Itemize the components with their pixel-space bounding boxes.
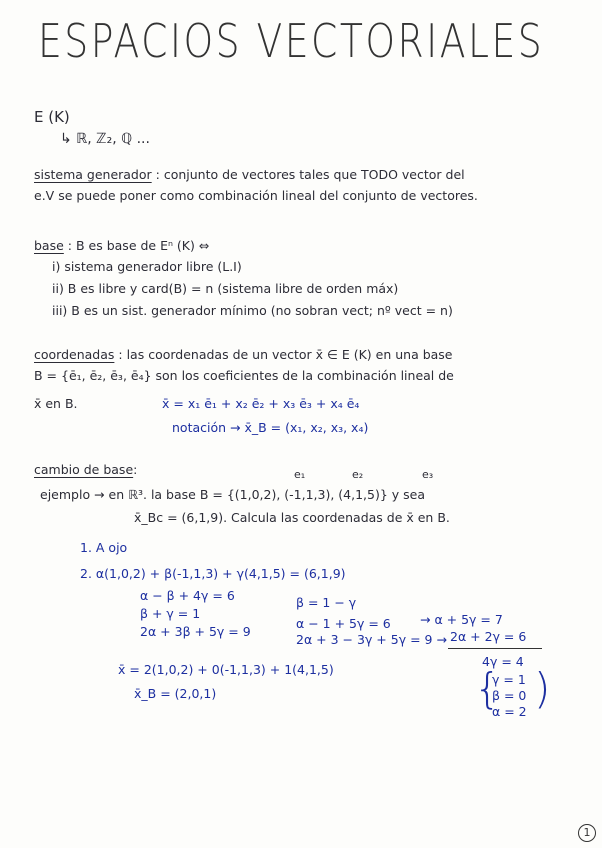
base-heading	[34, 238, 209, 253]
system-eq-3: 2α + 3β + 5γ = 9	[140, 624, 251, 639]
result-beta: β = 0	[492, 688, 527, 703]
step-2: 2. α(1,0,2) + β(-1,1,3) + γ(4,1,5) = (6,1,9)	[80, 566, 346, 581]
coordinates-formula: x̄ = x₁ ē₁ + x₂ ē₂ + x₃ ē₃ + x₄ ē₄	[162, 396, 360, 411]
system-eq-2: β + γ = 1	[140, 606, 201, 621]
cambio-base-heading	[34, 462, 137, 477]
vector-label-e1: e₁	[294, 468, 306, 481]
vector-label-e3: e₃	[422, 468, 434, 481]
substitution-1: β = 1 − γ	[296, 595, 357, 610]
result-alpha: α = 2	[492, 704, 527, 719]
system-eq-1: α − β + 4γ = 6	[140, 588, 235, 603]
result-gamma: γ = 1	[492, 672, 526, 687]
sistema-generador-term: sistema generador	[34, 167, 152, 182]
page-title: ESPACIOS VECTORIALES	[38, 14, 545, 68]
final-combination: x̄ = 2(1,0,2) + 0(-1,1,3) + 1(4,1,5)	[118, 662, 334, 677]
base-item-1: i) sistema generador libre (L.I)	[52, 259, 242, 274]
base-item-2: ii) B es libre y card(B) = n (sistema libre de orden máx)	[52, 281, 399, 296]
substitution-2: α − 1 + 5γ = 6	[296, 616, 391, 631]
page-number: 1	[578, 824, 596, 842]
sistema-generador-def: : conjunto de vectores tales que TODO vector del	[155, 167, 465, 182]
example-vector: x̄_Bc = (6,1,9). Calcula las coordenadas de x̄ en B.	[134, 510, 450, 525]
vector-space-notation: E (K)	[34, 108, 70, 126]
cambio-base-term: cambio de base	[34, 462, 134, 477]
cambio-base-colon: :	[133, 462, 138, 477]
substitution-2-result: → α + 5γ = 7	[420, 612, 503, 627]
coordenadas-line3-left: x̄ en B.	[34, 396, 78, 411]
coordenadas-line1	[34, 347, 453, 362]
field-examples: ↳ ℝ, ℤ₂, ℚ ...	[60, 131, 150, 147]
coordinates-notation: notación → x̄_B = (x₁, x₂, x₃, x₄)	[172, 420, 369, 435]
final-coordinates: x̄_B = (2,0,1)	[134, 686, 217, 701]
sistema-generador-line1	[34, 167, 465, 182]
step-1: 1. A ojo	[80, 540, 128, 555]
vector-label-e2: e₂	[352, 468, 364, 481]
coordenadas-line2: B = {ē₁, ē₂, ē₃, ē₄} son los coeficientes de la combinación lineal de	[34, 368, 454, 383]
sistema-generador-line2: e.V se puede poner como combinación lineal del conjunto de vectores.	[34, 188, 478, 203]
left-brace: {	[474, 664, 501, 713]
result-4gamma: 4γ = 4	[482, 654, 524, 669]
example-statement: ejemplo → en ℝ³. la base B = {(1,0,2), (-1,1,3), (4,1,5)} y sea	[40, 487, 426, 502]
substitution-3-result: 2α + 2γ = 6	[450, 629, 527, 644]
coordenadas-def: : las coordenadas de un vector x̄ ∈ E (K) en una base	[118, 347, 453, 362]
base-item-3: iii) B es un sist. generador mínimo (no sobran vect; nº vect = n)	[52, 303, 453, 318]
sum-line	[448, 648, 542, 649]
coordenadas-term: coordenadas	[34, 347, 115, 362]
substitution-3: 2α + 3 − 3γ + 5γ = 9 →	[296, 632, 447, 647]
right-brace: )	[534, 664, 551, 713]
base-def: : B es base de Eⁿ (K) ⇔	[67, 238, 210, 253]
base-term: base	[34, 238, 64, 253]
